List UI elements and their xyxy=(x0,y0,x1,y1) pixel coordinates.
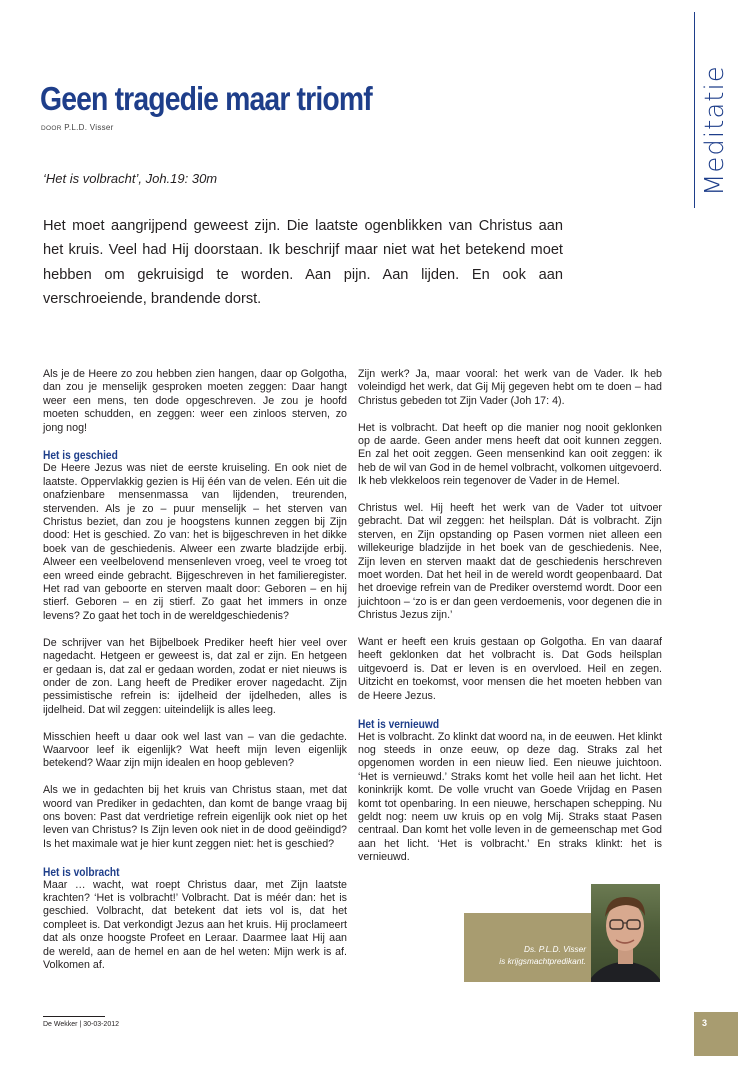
paragraph: De schrijver van het Bijbelboek Prediker heeft hier veel over nagedacht. Hetgeen er geweest is, dat zal er zijn. En hetgeen er gedaan is, dat zal er gedaan worden, zodat er niet nieuws is onder de zon. Lang heeft de Prediker erover nagedacht. Zijn pessimistische refrein is: ijdelheid der ijdelheden, alles is ijdelheid. Dat wil zeggen: uiteindelijk is alles leeg. xyxy=(43,636,347,716)
paragraph: Misschien heeft u daar ook wel last van – van die gedachte. Waarvoor leef ik eigenlijk? Wat heeft mijn leven eigenlijk betekend? Waar zijn mijn idealen en hoop gebleven? xyxy=(43,730,347,770)
footer-rule xyxy=(43,1016,105,1017)
portrait-illustration xyxy=(591,884,660,982)
scripture-quote: ‘Het is volbracht’, Joh.19: 30m xyxy=(43,171,218,186)
paragraph: Christus wel. Hij heeft het werk van de Vader tot uitvoer gebracht. Dat wil zeggen: het heilsplan. Dát is volbracht. Zijn sterven, en Zijn opstanding op Pasen vormen niet alleen een willekeurige bladzijde in het boek van de geschiedenis. Nee, Zijn leven en sterven maakt dat de geschiedenis herschreven moet worden. Dat het heil in de wereld wordt geopenbaard. Dat het droevige refrein van de Prediker overstemd wordt. Door een juichtoon – ‘zo is er dan geen verdoemenis, voor degenen die in Christus Jezus zijn.’ xyxy=(358,502,662,622)
column-left xyxy=(43,368,347,986)
author-caption xyxy=(470,944,586,967)
paragraph: Het is volbracht. Dat heeft op die manier nog nooit geklonken op de aarde. Geen ander mens heeft dat ooit kunnen zeggen. En zal het ooit zeggen. Geen mensenkind kan ooit zeggen: ik heb de wil van God in de hemel volbracht, volkomen uitgevoerd. Ik heb vlekkeloos rein tegenover de Vader in de Hemel. xyxy=(358,421,662,488)
article-title: Geen tragedie maar triomf xyxy=(40,80,372,117)
caption-line: Ds. P.L.D. Visser xyxy=(524,944,586,954)
paragraph: Als je de Heere zo zou hebben zien hangen, daar op Golgotha, dan zou je menselijk gesproken moeten zeggen: Daar hangt weer een mens, ten dode opgeschreven. Je zou je hoofd moeten schudden, en zeggen: weer een zinloos sterven, zo jong nog! xyxy=(43,368,347,434)
subheading: Het is vernieuwd xyxy=(358,716,440,731)
byline-prefix: DOOR xyxy=(41,125,62,132)
intro-paragraph: Het moet aangrijpend geweest zijn. Die laatste ogenblikken van Christus aan het kruis. Veel had Hij doorstaan. Ik beschrijf maar niet wat het betekend moet hebben om gekruisigd te worden. Aan pijn. Aan lijden. En ook aan verschroeiende, brandende dorst. xyxy=(43,218,563,308)
subheading: Het is volbracht xyxy=(43,864,120,879)
paragraph: Maar … wacht, wat roept Christus daar, met Zijn laatste krachten? ‘Het is volbracht!’ Volbracht. Dat is méér dan: het is geschied. Volbracht, dat betekent dat iets vol is, dat het compleet is. Dat verkondigt Jezus aan het kruis. Hij proclameert dat als onze hoogste Profeet en Leraar. Daarmee laat Hij aan de wereld, aan de hemel en aan de hel weten: Mijn werk is af. Volkomen af. xyxy=(43,878,347,971)
subheading: Het is geschied xyxy=(43,448,118,463)
caption-line: is krijgsmachtpredikant. xyxy=(499,955,586,966)
section-label: Meditatie xyxy=(700,65,730,196)
byline-author: P.L.D. Visser xyxy=(64,123,114,132)
page-number-box xyxy=(694,1012,738,1056)
paragraph: Als we in gedachten bij het kruis van Christus staan, met dat woord van Prediker in gedachten, dan komt de bange vraag bij ons boven: Past dat verdrietige refrein eigenlijk ook niet op het leven van Christus? Is Zijn leven ook niet in de dood geëindigd? Is het maximale wat je hier kunt zeggen niet: het is geschied? xyxy=(43,784,347,850)
paragraph: Het is volbracht. Zo klinkt dat woord na, in de eeuwen. Het klinkt nog steeds in onze eeuw, op deze dag. Straks zal het opgenomen worden in een nieuw lied. Een nieuwe juichtoon. ‘Het is vernieuwd.’ Straks komt het volle heil aan het licht. Het koninkrijk komt. De volle vrucht van Goede Vrijdag en Pasen komt tot openbaring. In een nieuwe, herschapen schepping. Nu geldt nog: neem uw kruis op en volg Mij. Straks staat Pasen centraal. Dan komt het volle leven in de gemeenschap met God aan het licht. ‘Het is volbracht.’ En straks klinkt: het is vernieuwd. xyxy=(358,730,662,864)
paragraph: Want er heeft een kruis gestaan op Golgotha. En van daaraf heeft geklonken dat het volbracht is. Dat Gods heilsplan uitgevoerd is. Dat er leven is en overvloed. Heil en zegen. Uitzicht en toekomst, voor mensen die het moeten hebben van de Heere Jezus. xyxy=(358,636,662,702)
footer-text: De Wekker | 30-03-2012 xyxy=(43,1021,120,1028)
author-photo xyxy=(591,884,660,982)
paragraph: De Heere Jezus was niet de eerste kruiseling. En ook niet de laatste. Oppervlakkig gezien is Hij één van de velen. Eén uit die onafzienbare mensenmassa van lijdenden, treurenden, stervenden. Als je zo – puur menselijk – het sterven van Christus beziet, dan zou je hoogstens kunnen zeggen bij Zijn dood: Het is geschied. Zo van: het is bijgeschreven in het dikke boek van de geschiedenis. Alweer een zwarte bladzijde erbij. Alweer een veelbelovend mensenleven vroeg, veel te vroeg tot een wreed einde gebracht. Bijgeschreven in het familieregister. Het rad van geboorte en sterven maalt door: Geboren – en hij stierf. Geboren – en zij stierf. Zo gaat het immers in onze levens? Zo gaat het toch in de wereldgeschiedenis? xyxy=(43,462,347,622)
page-number: 3 xyxy=(702,1018,708,1028)
byline xyxy=(41,123,114,132)
paragraph: Zijn werk? Ja, maar vooral: het werk van de Vader. Ik heb voleindigd het werk, dat Gij Mij gegeven hebt om te doen – had Christus gebeden tot Zijn Vader (Joh 17: 4). xyxy=(358,368,662,407)
column-right xyxy=(358,368,662,878)
section-rule xyxy=(694,12,695,208)
